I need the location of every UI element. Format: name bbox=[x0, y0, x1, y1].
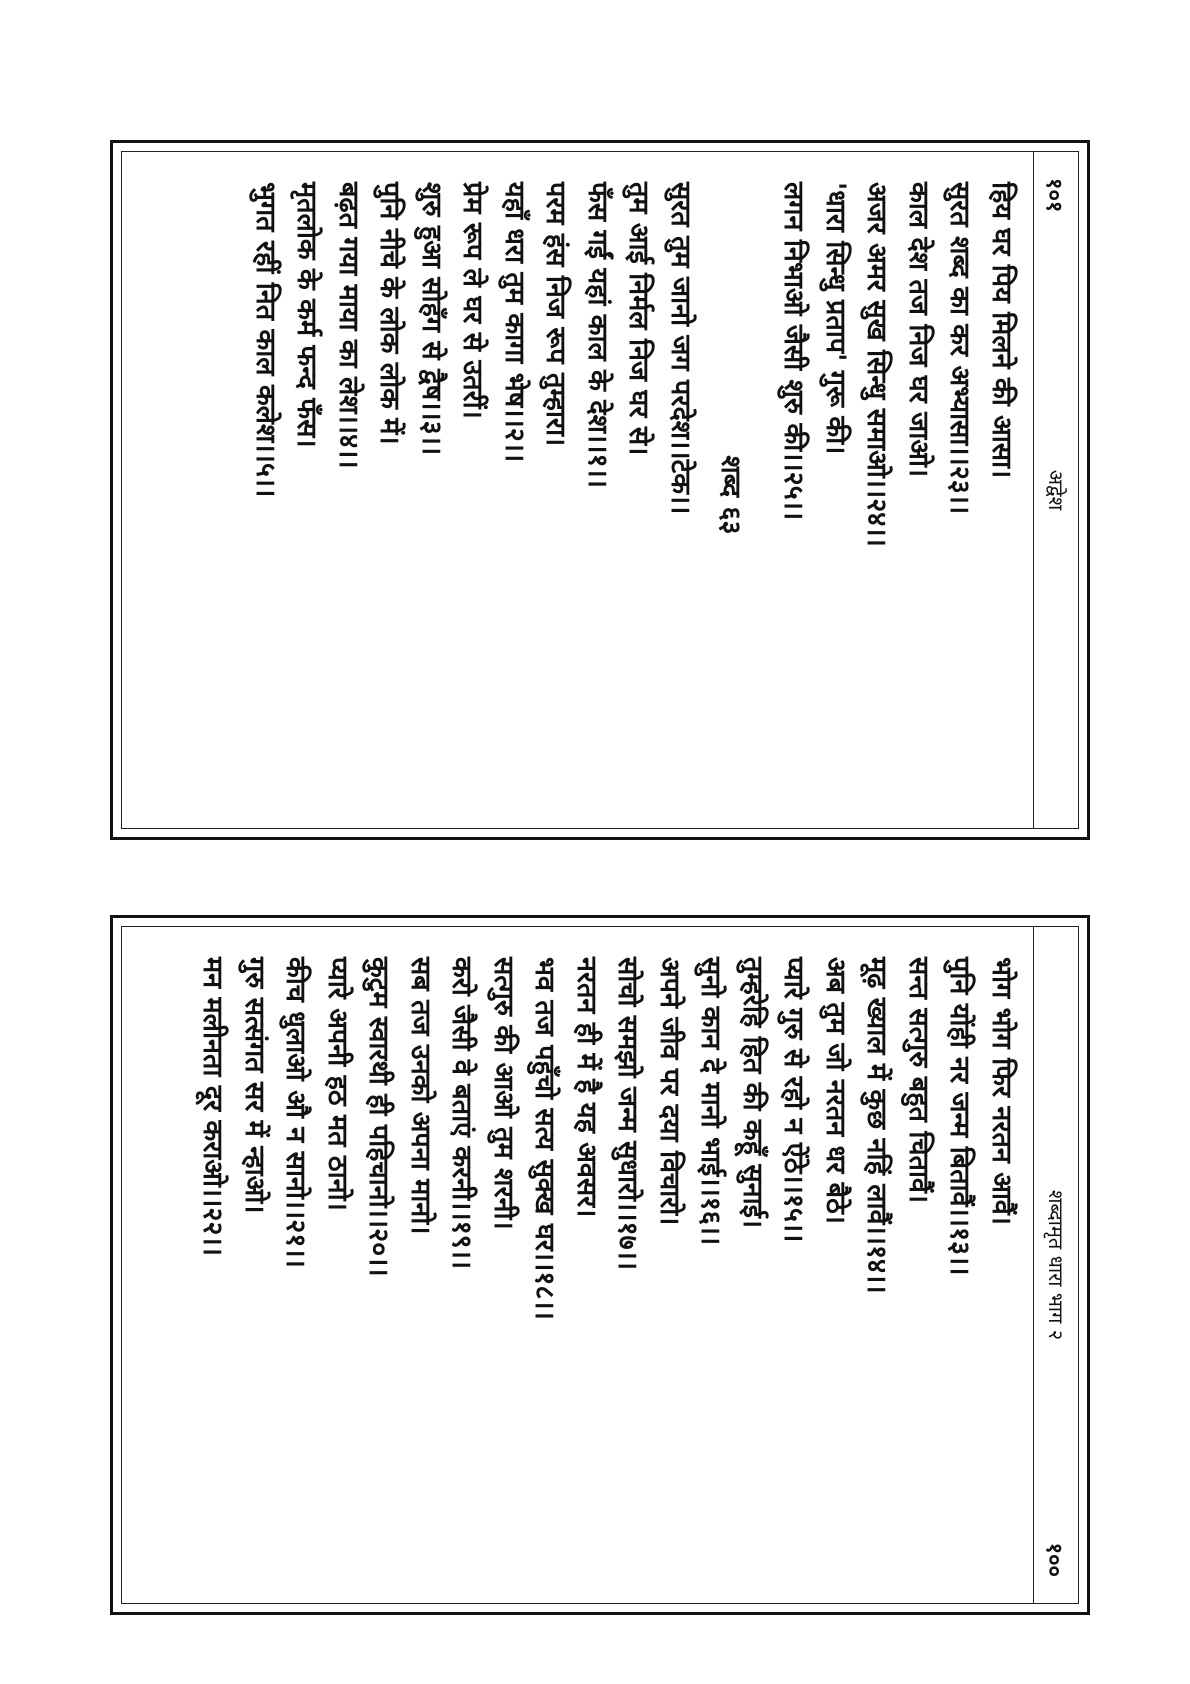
verse-line: प्यारे गुरु से रहो न ऐंठे।।१५।। bbox=[778, 957, 810, 1243]
verse-line: फँस गईं यहां काल के देश।।१।। bbox=[582, 182, 613, 488]
page-number: १०० bbox=[1041, 1542, 1066, 1577]
verse-line: 'धारा सिन्धु प्रताप' गुरू की। bbox=[820, 182, 851, 455]
page-header bbox=[1033, 927, 1078, 1603]
verse-line: सुनो कान दे मानो भाई।।१६।। bbox=[695, 957, 727, 1246]
verse-line: गुरु सत्संगत सर में न्हाओ। bbox=[239, 957, 270, 1214]
page-101 bbox=[110, 140, 1090, 840]
verse-line: परम हंस निज रूप तुम्हारा। bbox=[540, 182, 572, 447]
verse-line: यहाँ धरा तुम कागा भेष।।२।। bbox=[499, 182, 530, 463]
page-number: १०१ bbox=[1041, 178, 1066, 213]
shabd-heading: शब्द ६३ bbox=[715, 455, 746, 535]
verse-line: हिय घर पिय मिलने की आसा। bbox=[986, 182, 1017, 479]
verse-line: सत्गुरु की आओ तुम शरनी। bbox=[488, 957, 519, 1230]
verse-line: मूढ़ ख्याल में कुछ नहिं लावैं।।१४।। bbox=[861, 957, 893, 1294]
verse-line: भोग भोग फिर नरतन आवैं। bbox=[986, 957, 1017, 1226]
verse-line: अब तुम जो नरतन धर बैठे। bbox=[820, 957, 851, 1224]
verse-line: तुम्हरेहि हित की कहूँ सुनाई। bbox=[737, 957, 768, 1229]
verse-line: नरतन ही में है यह अवसर। bbox=[571, 957, 602, 1218]
verse-line: सुरत तुम जानो जग परदेश।।टेक।। bbox=[665, 182, 696, 515]
verse-line: सन्त सत्गुरु बहुत चितावैं। bbox=[903, 957, 934, 1204]
verse-line: प्यारे अपनी हठ मत ठानो। bbox=[322, 957, 353, 1211]
page-frame bbox=[121, 926, 1079, 1604]
running-title: अद्वेश bbox=[1044, 469, 1068, 511]
page-frame bbox=[121, 151, 1079, 829]
verse-line: सुरत शब्द का कर अभ्यासा।।२३।। bbox=[944, 182, 976, 515]
verse-line: कुटुम स्वारथी ही पहिचानो।।२०।। bbox=[363, 957, 395, 1277]
verse-line: अजर अमर सुख सिन्धु समाओ।।२४।। bbox=[861, 182, 893, 547]
page-header bbox=[1033, 152, 1078, 828]
verse-line: करो जैसी वे बताएं करनी।।१९।। bbox=[446, 957, 478, 1270]
page-100 bbox=[110, 915, 1090, 1615]
verse-line: भुगत रहीं नित काल कलेश।।५।। bbox=[250, 182, 281, 498]
verse-line: लगन निभाओ जैसी शुरु की।।२५।। bbox=[778, 182, 810, 521]
verse-line: पुनि योंही नर जन्म बितावैं।।१३।। bbox=[944, 957, 976, 1276]
verse-line: सोचो समझो जन्म सुधारो।।१७।। bbox=[612, 957, 644, 1271]
verse-line: मन मलीनता दूर कराओ।।२२।। bbox=[197, 957, 229, 1256]
running-title: शब्दामृत धारा भाग २ bbox=[1044, 1189, 1068, 1341]
verse-line: पुनि नीचे के लोक लोक में। bbox=[374, 182, 406, 445]
verse-line: मृतलोक के कर्म फन्द फँस। bbox=[291, 182, 323, 448]
verse-block bbox=[245, 182, 1023, 808]
verse-line: प्रेम रूप ले घर से उतरीं। bbox=[457, 182, 489, 419]
verse-line: तुम आई निर्मल निज घर से। bbox=[623, 182, 655, 456]
verse-line: शुरु हुआ सोहँग से द्वैष।।३।। bbox=[416, 182, 447, 456]
verse-line: बढ़त गया माया का लेश।।४।। bbox=[333, 182, 364, 469]
verse-line: सब तज उनको अपना मानो। bbox=[405, 957, 436, 1235]
verse-line: अपने जीव पर दया विचारो। bbox=[654, 957, 685, 1226]
verse-line: काल देश तज निज घर जाओ। bbox=[903, 182, 934, 478]
verse-line: भव तज पहुँचो सत्य सुक्ख घर।।१८।। bbox=[529, 957, 561, 1320]
verse-block bbox=[192, 957, 1022, 1583]
verse-line: कीच धुलाओ औ न सानो।।२१।। bbox=[280, 957, 312, 1268]
